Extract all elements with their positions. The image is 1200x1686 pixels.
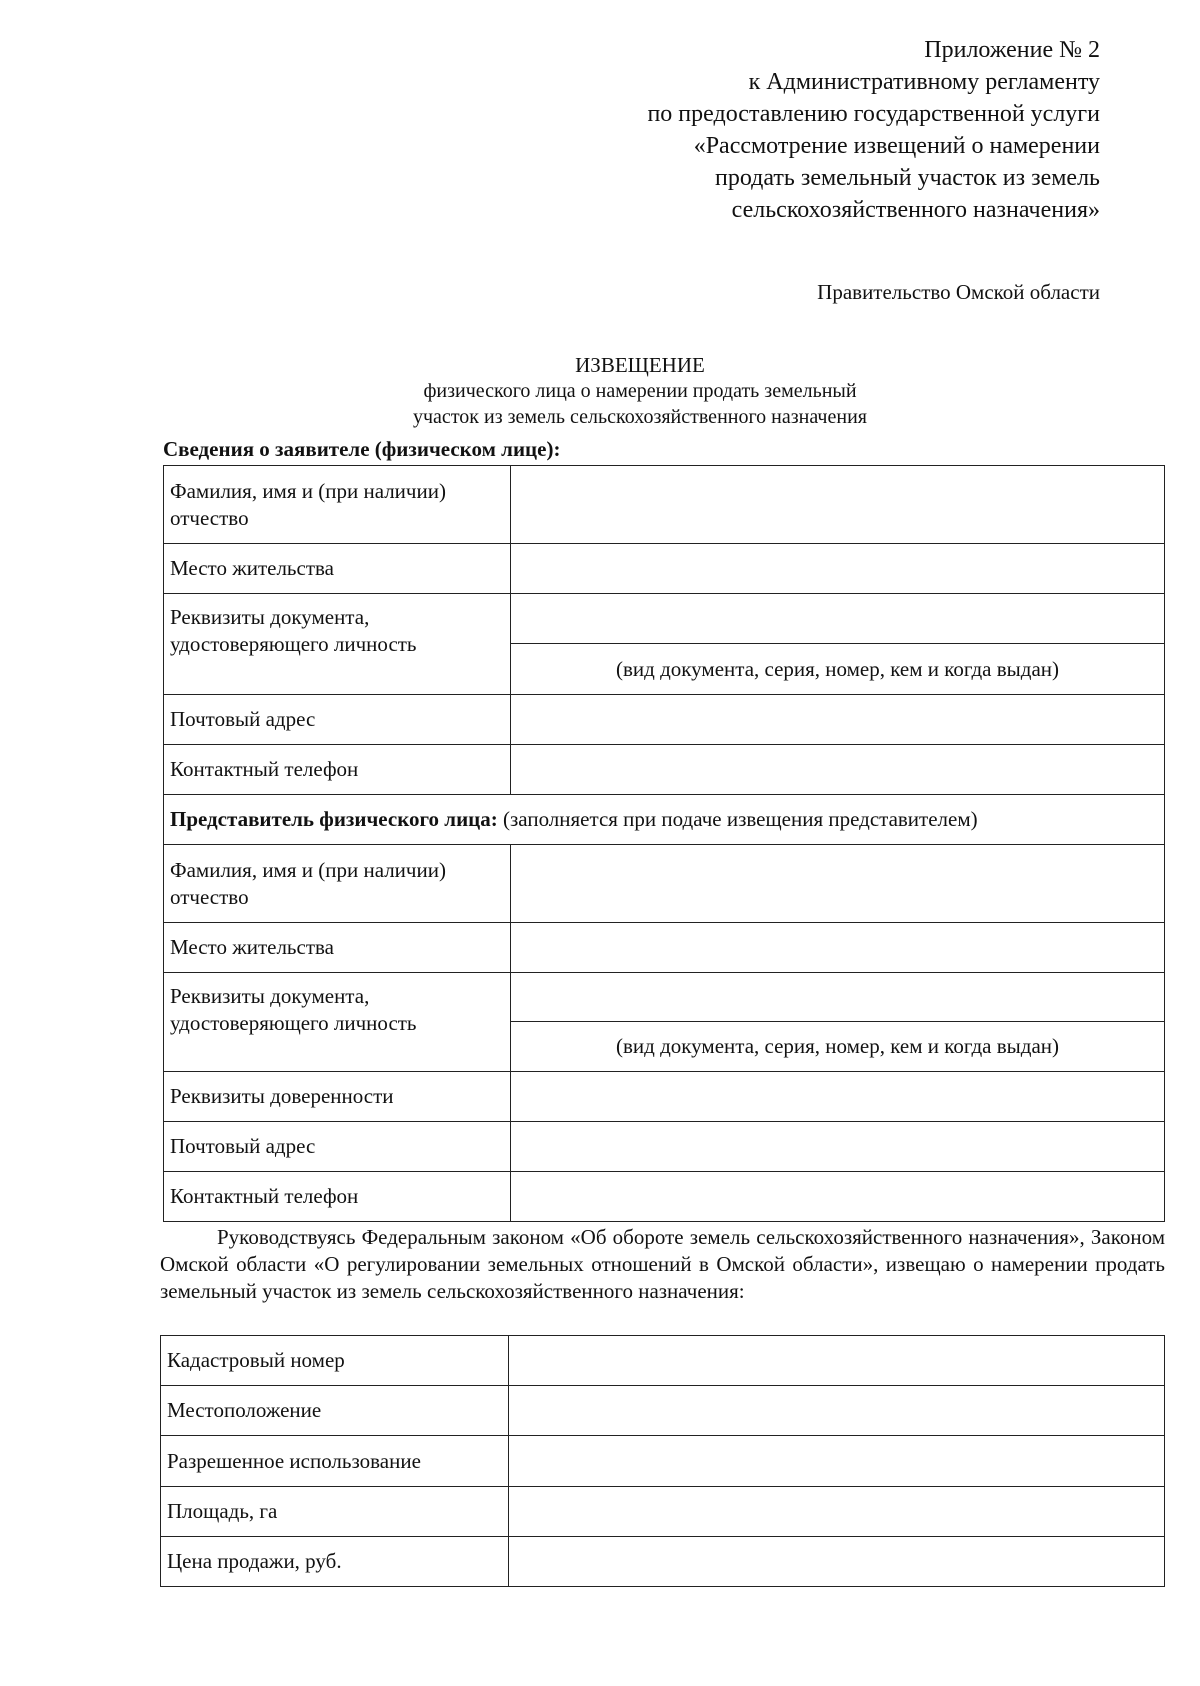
location-input[interactable] — [509, 1386, 1165, 1436]
field-label: Разрешенное использование — [161, 1436, 509, 1487]
field-label: Контактный телефон — [164, 1172, 511, 1222]
permitted-use-input[interactable] — [509, 1436, 1165, 1487]
title-main: ИЗВЕЩЕНИЕ — [575, 353, 705, 377]
table-row — [164, 845, 1165, 923]
field-label: Место жительства — [164, 923, 511, 973]
applicant-id-doc-cell — [511, 594, 1165, 695]
table-row — [164, 1172, 1165, 1222]
field-label: Местоположение — [161, 1386, 509, 1436]
table-row — [164, 973, 1165, 1072]
applicant-section-title: Сведения о заявителе (физическом лице): — [163, 437, 561, 461]
field-label: Фамилия, имя и (при наличии) отчество — [164, 845, 511, 923]
header-line: к Административному регламенту — [748, 69, 1100, 95]
field-label: Цена продажи, руб. — [161, 1537, 509, 1587]
field-label: Кадастровый номер — [161, 1336, 509, 1386]
applicant-id-doc-input[interactable] — [511, 594, 1164, 644]
legal-basis-paragraph: Руководствуясь Федеральным законом «Об обороте земель сельскохозяйственного назначения», Законом Омской области «О регулировании земельных отношений в Омской области», извещаю о намерении продать земельный участок из земель сельскохозяйственного назначения: — [160, 1225, 1165, 1303]
cadastral-number-input[interactable] — [509, 1336, 1165, 1386]
table-row — [161, 1487, 1165, 1537]
table-row — [161, 1336, 1165, 1386]
field-label: Контактный телефон — [164, 745, 511, 795]
field-label: Реквизиты доверенности — [164, 1072, 511, 1122]
table-row — [164, 795, 1165, 845]
area-input[interactable] — [509, 1487, 1165, 1537]
representative-id-doc-cell — [511, 973, 1165, 1072]
appendix-header — [400, 34, 1100, 226]
applicant-fio-input[interactable] — [511, 466, 1165, 544]
table-row — [164, 1072, 1165, 1122]
document-title — [0, 352, 1200, 430]
field-label: Почтовый адрес — [164, 695, 511, 745]
field-label: Реквизиты документа, удостоверяющего личность — [164, 973, 511, 1072]
recipient: Правительство Омской области — [817, 280, 1100, 304]
field-label: Реквизиты документа, удостоверяющего личность — [164, 594, 511, 695]
field-hint: (вид документа, серия, номер, кем и когда выдан) — [616, 657, 1060, 681]
header-line: продать земельный участок из земель — [715, 165, 1100, 191]
table-row — [161, 1436, 1165, 1487]
representative-poa-input[interactable] — [511, 1072, 1165, 1122]
applicant-table — [163, 465, 1165, 1222]
applicant-phone-input[interactable] — [511, 745, 1165, 795]
table-row — [164, 594, 1165, 695]
table-row — [161, 1537, 1165, 1587]
land-plot-table — [160, 1335, 1165, 1587]
title-subtitle: участок из земель сельскохозяйственного назначения — [413, 406, 867, 428]
table-row — [164, 745, 1165, 795]
table-row — [164, 466, 1165, 544]
representative-postal-input[interactable] — [511, 1122, 1165, 1172]
representative-title: Представитель физического лица: — [170, 807, 498, 831]
table-row — [161, 1386, 1165, 1436]
representative-residence-input[interactable] — [511, 923, 1165, 973]
header-line: Приложение № 2 — [924, 37, 1100, 63]
header-line: по предоставлению государственной услуги — [647, 101, 1100, 127]
field-label: Фамилия, имя и (при наличии) отчество — [164, 466, 511, 544]
header-line: сельскохозяйственного назначения» — [731, 197, 1100, 223]
representative-phone-input[interactable] — [511, 1172, 1165, 1222]
table-row — [164, 1122, 1165, 1172]
field-hint: (вид документа, серия, номер, кем и когда выдан) — [616, 1034, 1060, 1058]
representative-section-title — [164, 795, 1165, 845]
table-row — [164, 695, 1165, 745]
field-label: Почтовый адрес — [164, 1122, 511, 1172]
header-line: «Рассмотрение извещений о намерении — [693, 133, 1100, 159]
applicant-residence-input[interactable] — [511, 544, 1165, 594]
representative-note: (заполняется при подаче извещения представителем) — [503, 807, 978, 831]
applicant-postal-input[interactable] — [511, 695, 1165, 745]
field-label: Место жительства — [164, 544, 511, 594]
representative-fio-input[interactable] — [511, 845, 1165, 923]
table-row — [164, 544, 1165, 594]
field-label: Площадь, га — [161, 1487, 509, 1537]
sale-price-input[interactable] — [509, 1537, 1165, 1587]
representative-id-doc-input[interactable] — [511, 973, 1164, 1022]
title-subtitle: физического лица о намерении продать земельный — [423, 380, 857, 402]
table-row — [164, 923, 1165, 973]
